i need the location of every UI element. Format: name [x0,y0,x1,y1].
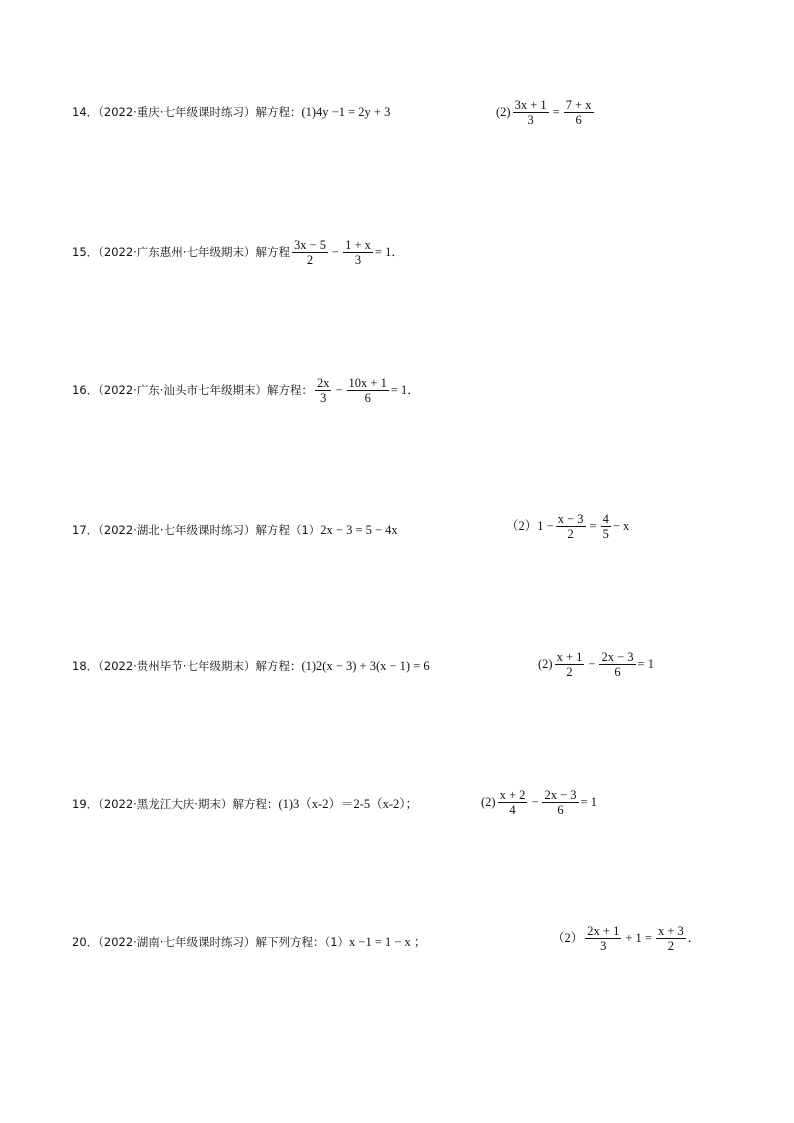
fraction-numerator: x + 3 [657,924,684,938]
problem-20-part2-fraction-2 [656,924,686,953]
problem-17-part2-lead: 1 − [537,519,554,533]
problem-20-part1-equation: x −1 = 1 − x ； [349,935,427,949]
fraction-denominator: 5 [602,527,609,541]
fraction-denominator: 2 [306,253,314,267]
problem-19-part2-fraction-2 [542,788,578,817]
problem-14-part2-right-fraction [564,98,594,127]
minus-sign: − [531,795,539,809]
problem-15 [72,238,404,267]
fraction-denominator: 3 [320,391,327,405]
problem-15-fraction-2 [343,238,373,267]
equals-sign: = [589,519,597,533]
fraction-denominator: 2 [566,665,573,679]
fraction-numerator: 2x − 3 [601,650,634,664]
problem-17-prefix: 17．（2022·湖北·七年级课时练习）解方程（1） [72,523,321,537]
fraction-denominator: 6 [614,665,621,679]
fraction-denominator: 6 [557,803,564,817]
problem-18-prefix: 18．（2022·贵州毕节·七年级期末）解方程： [72,659,302,673]
fraction-numerator: x + 2 [499,788,526,802]
problem-16 [72,376,420,405]
problem-20 [72,936,426,949]
problem-18-part2-fraction-2 [599,650,635,679]
problem-14-part2-left-fraction [513,98,549,127]
fraction-denominator: 4 [509,803,516,817]
fraction-denominator: 6 [575,113,582,127]
fraction-denominator: 3 [354,253,362,267]
problem-19-part2 [481,788,597,817]
fraction-denominator: 2 [667,939,674,953]
problem-19-part1-tag: (1) [278,797,294,811]
fraction-denominator: 2 [567,527,574,541]
problem-17-part1-equation: 2x − 3 = 5 − 4x [320,523,398,537]
problem-18-part2-rhs: = 1 [637,657,654,671]
problem-17-part2 [506,512,629,541]
problem-16-fraction-2 [347,376,389,405]
problem-17 [72,524,398,537]
fraction-numerator: 7 + x [565,98,592,112]
minus-sign: − [588,657,596,671]
problem-17-part2-fraction-2 [601,512,611,541]
problem-19 [72,798,418,811]
problem-20-part2-tag: （2） [552,931,584,945]
problem-20-part2 [552,924,700,953]
fraction-numerator: 10x + 1 [348,376,387,390]
fraction-numerator: 3x − 5 [293,238,327,252]
problem-16-fraction-1 [315,376,332,405]
problem-17-part2-tail: − x [612,519,630,533]
problem-16-rhs: = 1． [390,383,420,397]
problem-17-part2-tag: （2） [506,519,538,533]
problem-17-part2-fraction-1 [556,512,586,541]
fraction-numerator: 2x [316,376,330,390]
problem-18-part1-tag: (1) [301,659,317,673]
problem-18-part2-tag: (2) [538,657,553,671]
problem-18 [72,660,430,673]
plus-one-equals: + 1 = [625,931,652,945]
problem-18-part2-fraction-1 [555,650,585,679]
fraction-numerator: 1 + x [345,238,371,252]
problem-14-part1-tag: (1) [301,105,317,119]
problem-15-fraction-1 [292,238,328,267]
problem-19-part1-equation: 3（x-2）＝2-5（x-2）； [293,797,419,811]
problem-20-part2-fraction-1 [585,924,621,953]
problem-18-part2 [538,650,654,679]
problem-19-part2-fraction-1 [498,788,528,817]
problem-19-prefix: 19．（2022·黑龙江大庆·期末）解方程： [72,797,279,811]
problem-20-prefix: 20．（2022·湖南·七年级课时练习）解下列方程：（1） [72,935,350,949]
fraction-numerator: 3x + 1 [514,98,547,112]
fraction-numerator: 2x + 1 [587,924,620,938]
problem-14 [72,106,390,119]
problem-14-prefix: 14．（2022·重庆·七年级课时练习）解方程： [72,105,302,119]
problem-14-part1-equation: 4y −1 = 2y + 3 [316,105,391,119]
equals-sign: = [552,105,560,119]
fraction-denominator: 3 [527,113,534,127]
fraction-numerator: x − 3 [557,512,584,526]
problem-16-prefix: 16．（2022·广东·汕头市七年级期末）解方程： [72,383,313,397]
fraction-numerator: 4 [602,512,609,526]
problem-19-part2-rhs: = 1 [580,795,597,809]
fraction-denominator: 3 [600,939,607,953]
problem-15-prefix: 15．（2022·广东惠州·七年级期末）解方程 [72,245,290,259]
problem-18-part1-equation: 2(x − 3) + 3(x − 1) = 6 [316,659,430,673]
problem-19-part2-tag: (2) [481,795,496,809]
fraction-numerator: 2x − 3 [544,788,577,802]
fraction-numerator: x + 1 [556,650,583,664]
minus-sign: − [335,383,343,397]
problem-14-part2-tag: (2) [496,105,511,119]
problem-20-part2-tail: ． [687,931,701,945]
fraction-denominator: 6 [364,391,371,405]
problem-14-part2 [496,98,596,127]
problem-15-rhs: = 1． [374,245,404,259]
minus-sign: − [332,245,340,259]
